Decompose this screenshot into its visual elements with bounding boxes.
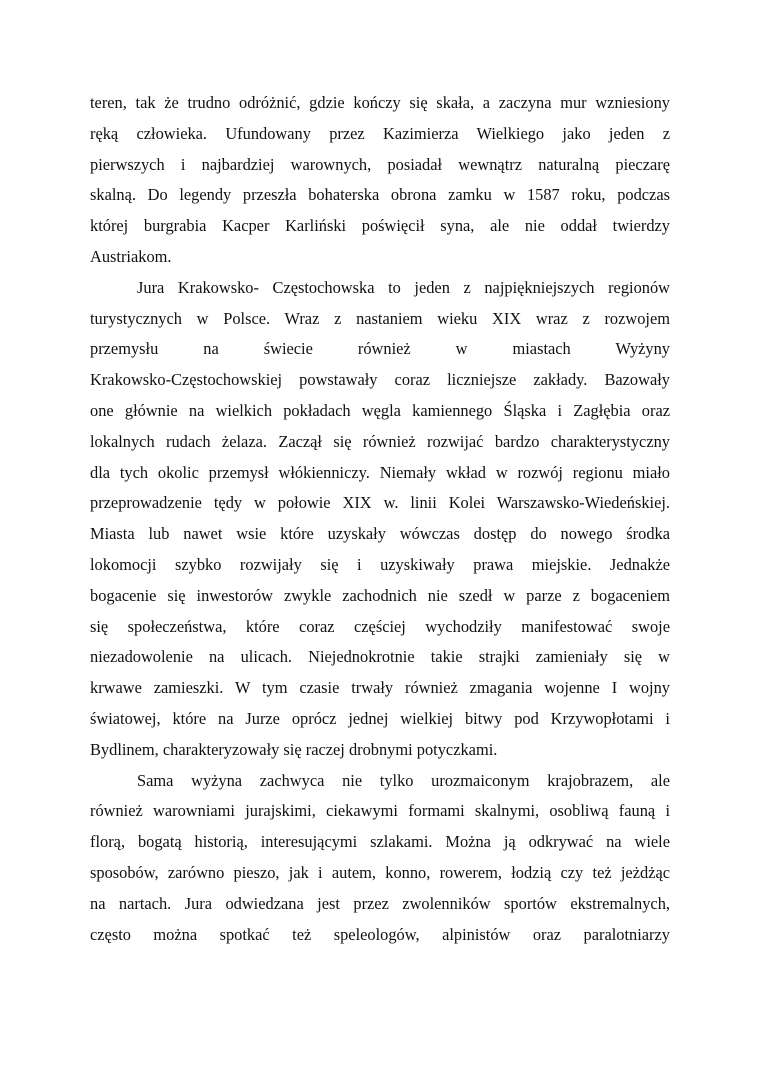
text-line: światowej, które na Jurze oprócz jednej wielkiej bitwy pod Krzywopłotami i bbox=[90, 708, 670, 728]
text-line: sposobów, zarówno pieszo, jak i autem, konno, rowerem, łodzią czy też jeżdżąc bbox=[90, 862, 670, 882]
paragraph bbox=[90, 766, 670, 951]
text-line: turystycznych w Polsce. Wraz z nastaniem wieku XIX wraz z rozwojem bbox=[90, 308, 670, 328]
text-line: często można spotkać też speleologów, alpinistów oraz paralotniarzy bbox=[90, 924, 670, 944]
text-line: pierwszych i najbardziej warownych, posiadał wewnątrz naturalną pieczarę bbox=[90, 154, 670, 174]
text-line: Miasta lub nawet wsie które uzyskały wówczas dostęp do nowego środka bbox=[90, 524, 670, 544]
text-line: Jura Krakowsko- Częstochowska to jeden z najpiękniejszych regionów bbox=[137, 277, 670, 297]
text-line: dla tych okolic przemysł włókienniczy. Niemały wkład w rozwój regionu miało bbox=[90, 462, 670, 482]
text-line: na nartach. Jura odwiedzana jest przez zwolenników sportów ekstremalnych, bbox=[90, 893, 670, 913]
paragraph bbox=[90, 273, 670, 766]
text-line: lokalnych rudach żelaza. Zaczął się również rozwijać bardzo charakterystyczny bbox=[90, 431, 670, 451]
text-line: się społeczeństwa, które coraz częściej wychodziły manifestować swoje bbox=[90, 616, 670, 636]
text-line: bogacenie się inwestorów zwykle zachodnich nie szedł w parze z bogaceniem bbox=[90, 585, 670, 605]
text-line: Krakowsko-Częstochowskiej powstawały coraz liczniejsze zakłady. Bazowały bbox=[90, 370, 670, 390]
text-line: Sama wyżyna zachwyca nie tylko urozmaiconym krajobrazem, ale bbox=[137, 770, 670, 790]
text-line: teren, tak że trudno odróżnić, gdzie kończy się skała, a zaczyna mur wzniesiony bbox=[90, 93, 670, 112]
paragraph bbox=[90, 88, 670, 273]
text-line: Bydlinem, charakteryzowały się raczej drobnymi potyczkami. bbox=[90, 739, 498, 759]
text-line: której burgrabia Kacper Karliński poświęcił syna, ale nie oddał twierdzy bbox=[90, 216, 670, 236]
text-line: przeprowadzenie tędy w połowie XIX w. linii Kolei Warszawsko-Wiedeńskiej. bbox=[90, 493, 670, 513]
text-line: skalną. Do legendy przeszła bohaterska obrona zamku w 1587 roku, podczas bbox=[90, 185, 670, 205]
text-line: florą, bogatą historią, interesującymi szlakami. Można ją odkrywać na wiele bbox=[90, 832, 670, 852]
text-line: przemysłu na świecie również w miastach Wyżyny bbox=[90, 339, 670, 359]
document-page bbox=[90, 88, 670, 950]
text-line: Austriakom. bbox=[90, 246, 172, 266]
text-line: również warowniami jurajskimi, ciekawymi formami skalnymi, osobliwą fauną i bbox=[90, 801, 670, 821]
text-line: krwawe zamieszki. W tym czasie trwały również zmagania wojenne I wojny bbox=[90, 678, 670, 698]
text-line: niezadowolenie na ulicach. Niejednokrotnie takie strajki zamieniały się w bbox=[90, 647, 670, 667]
text-line: ręką człowieka. Ufundowany przez Kazimierza Wielkiego jako jeden z bbox=[90, 123, 670, 143]
text-line: lokomocji szybko rozwijały się i uzyskiwały prawa miejskie. Jednakże bbox=[90, 554, 670, 574]
text-line: one głównie na wielkich pokładach węgla kamiennego Śląska i Zagłębia oraz bbox=[90, 400, 670, 420]
